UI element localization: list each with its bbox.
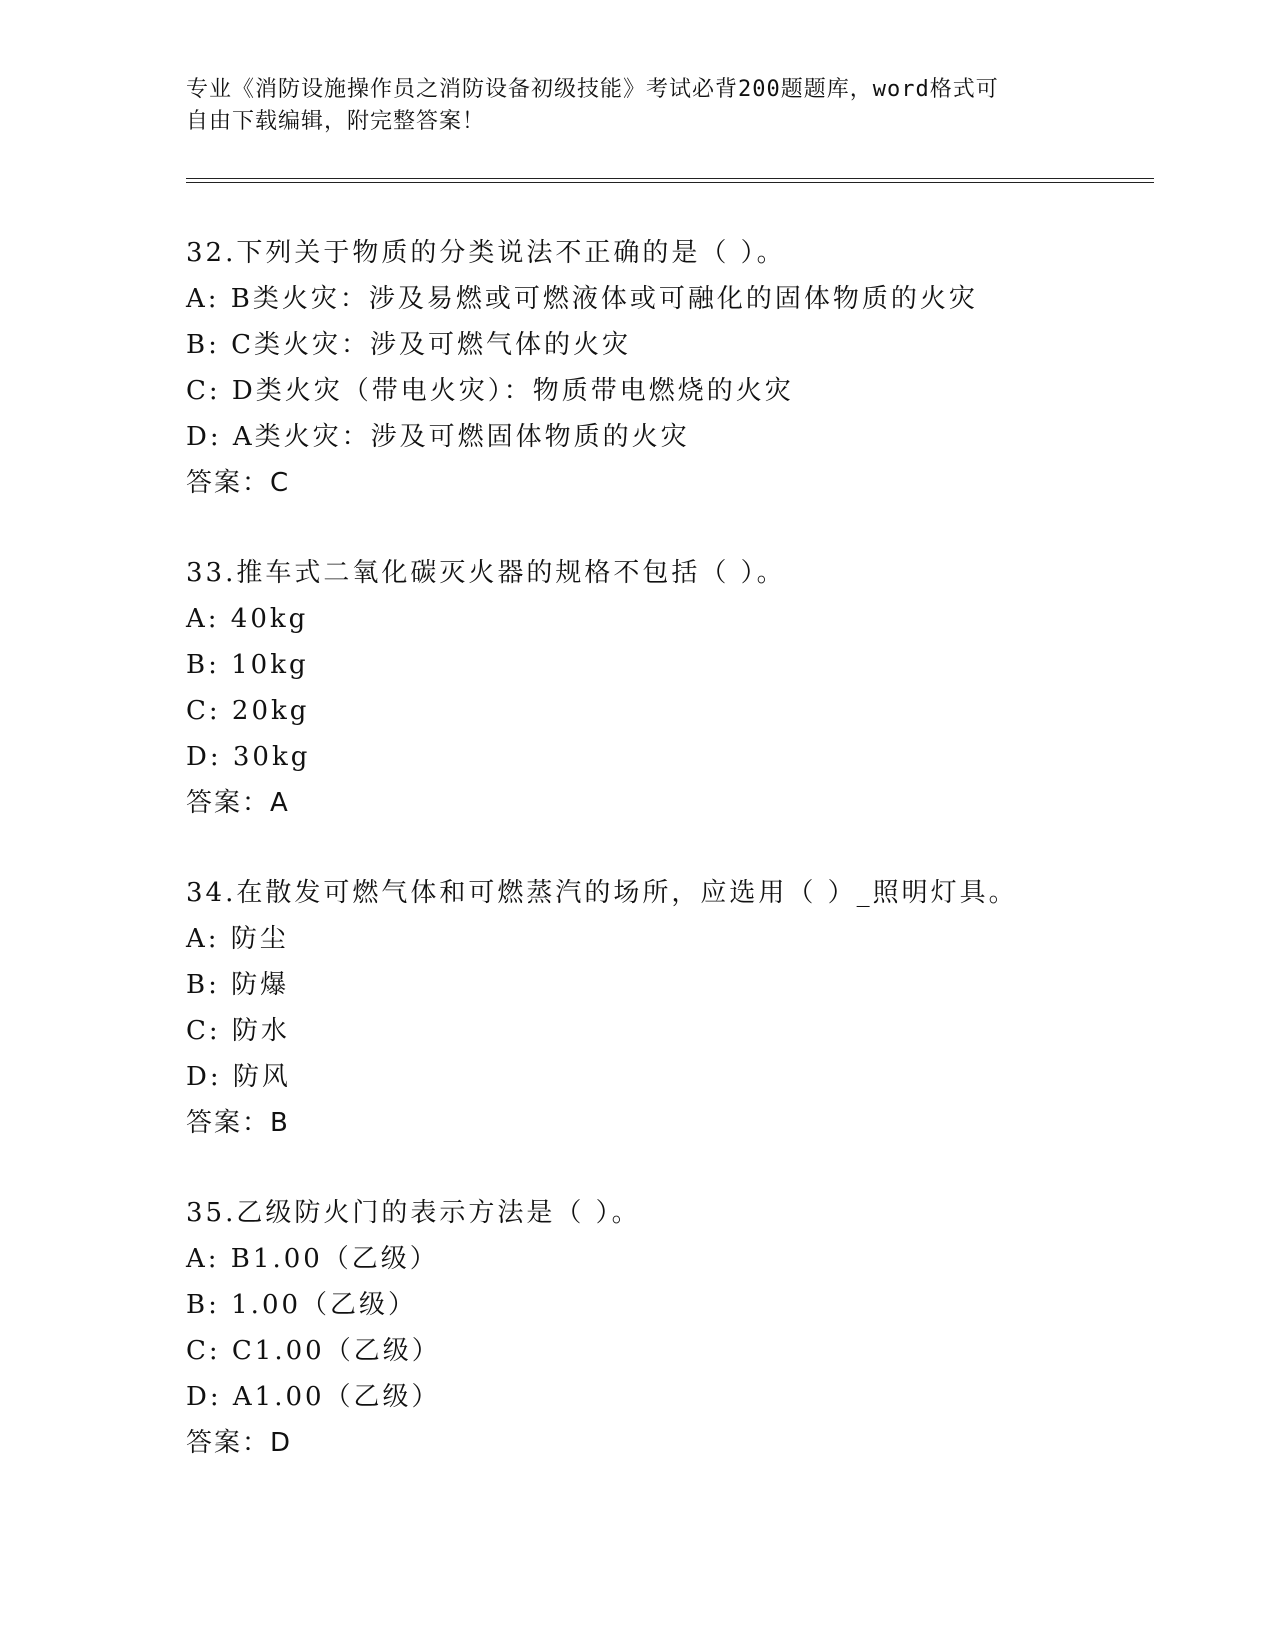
header-divider-top (186, 178, 1154, 179)
option-d: D: A1.00（乙级） (186, 1382, 441, 1412)
question-33 (186, 550, 1186, 826)
option-b: B: 1.00（乙级） (186, 1290, 418, 1320)
option-c: C: C1.00（乙级） (186, 1336, 441, 1366)
question-34 (186, 870, 1186, 1146)
option-b: B: C类火灾：涉及可燃气体的火灾 (186, 330, 632, 360)
option-a: A: 防尘 (186, 924, 289, 954)
answer-line: 答案：D (186, 1428, 293, 1458)
option-d: D: 防风 (186, 1062, 291, 1092)
option-a: A: 40kg (186, 604, 309, 634)
question-stem: 34.在散发可燃气体和可燃蒸汽的场所，应选用（ ）_照明灯具。 (186, 878, 1018, 908)
option-a: A: B1.00（乙级） (186, 1244, 439, 1274)
option-c: C: 20kg (186, 696, 310, 726)
question-stem: 33.推车式二氧化碳灭火器的规格不包括（ ）。 (186, 558, 786, 588)
header-title-line-2: 自由下载编辑，附完整答案！ (186, 109, 486, 134)
answer-line: 答案：A (186, 788, 290, 818)
question-stem: 35.乙级防火门的表示方法是（ ）。 (186, 1198, 641, 1228)
option-c: C: 防水 (186, 1016, 290, 1046)
option-d: D: 30kg (186, 742, 311, 772)
option-b: B: 10kg (186, 650, 309, 680)
header-title-line-1: 专业《消防设施操作员之消防设备初级技能》考试必背200题题库，word格式可 (186, 77, 999, 102)
document-header (186, 74, 1086, 138)
question-stem: 32.下列关于物质的分类说法不正确的是（ ）。 (186, 238, 786, 268)
question-35 (186, 1190, 1186, 1466)
answer-line: 答案：B (186, 1108, 290, 1138)
option-a: A: B类火灾：涉及易燃或可燃液体或可融化的固体物质的火灾 (186, 284, 978, 314)
header-divider-bottom (186, 182, 1154, 183)
option-c: C: D类火灾（带电火灾）：物质带电燃烧的火灾 (186, 376, 794, 406)
question-32 (186, 230, 1186, 506)
option-b: B: 防爆 (186, 970, 290, 1000)
option-d: D: A类火灾：涉及可燃固体物质的火灾 (186, 422, 690, 452)
answer-line: 答案：C (186, 468, 291, 498)
